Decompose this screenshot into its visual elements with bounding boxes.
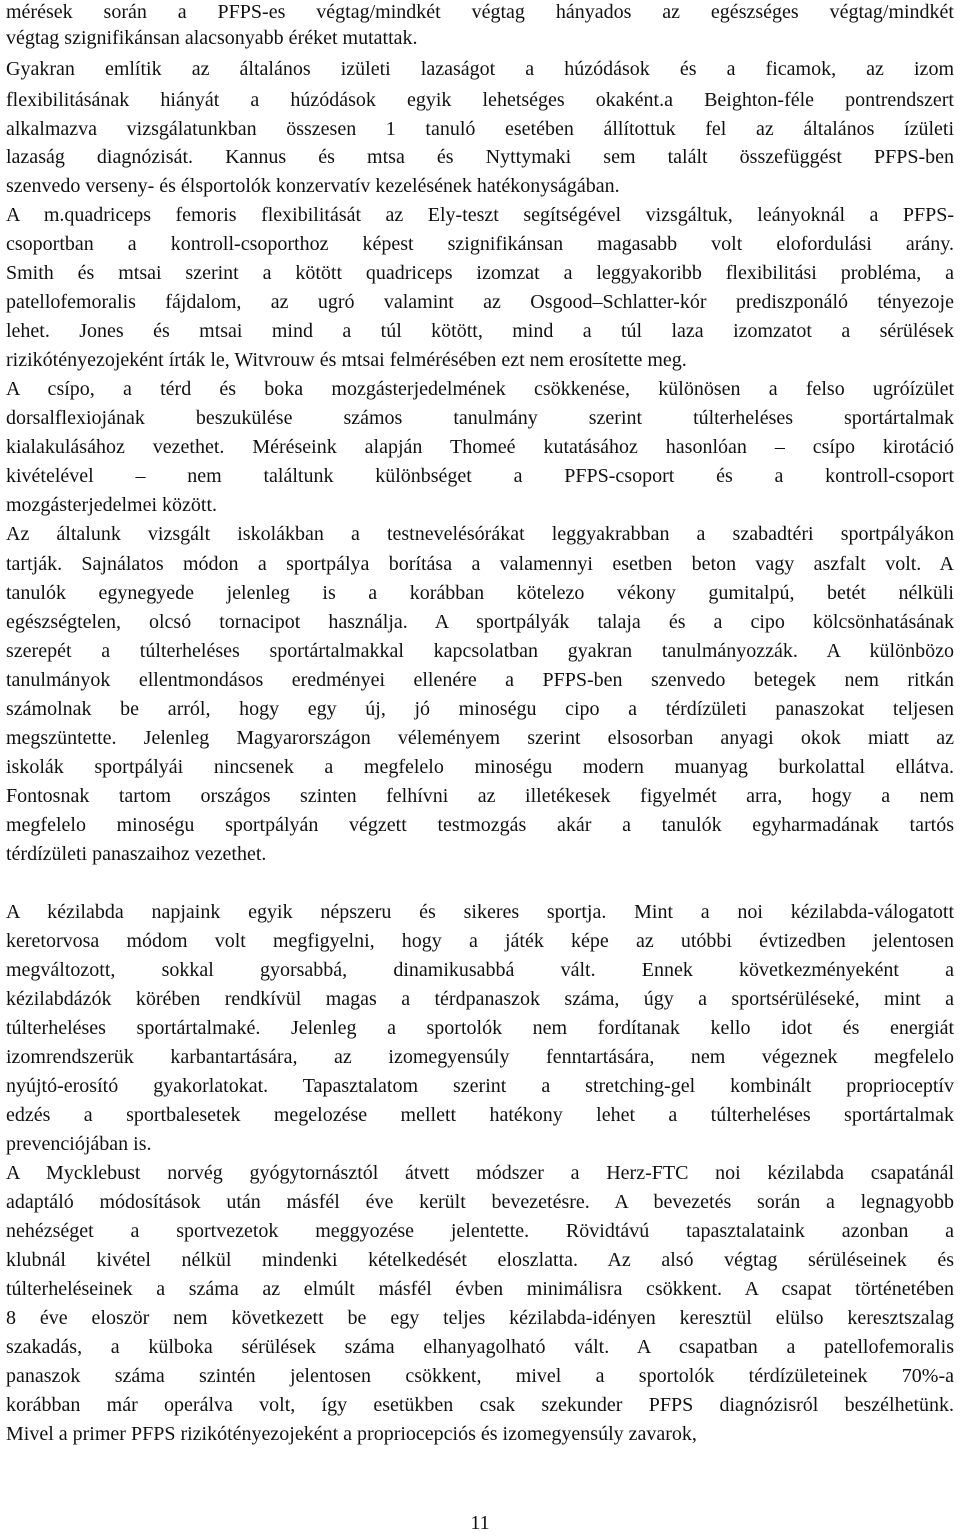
text-line: iskolák sportpályái nincsenek a megfelelo minoségu modern muanyag burkolattal ellátva.	[6, 756, 954, 778]
text-line: prevenciójában is.	[6, 1133, 152, 1155]
text-line: szakadás, a külboka sérülések száma elhanyagolható vált. A csapatban a patellofemoralis	[6, 1336, 954, 1358]
text-line: A m.quadriceps femoris flexibilitását az Ely-teszt segítségével vizsgáltuk, leányoknál a PFPS-	[6, 204, 954, 226]
text-line: Fontosnak tartom országos szinten felhívni az illetékesek figyelmét arra, hogy a nem	[6, 785, 954, 807]
text-line: nyújtó-erosító gyakorlatokat. Tapasztalatom szerint a stretching-gel kombinált proprioceptív	[6, 1075, 954, 1097]
text-line: alkalmazva vizsgálatunkban összesen 1 tanuló esetében állítottuk fel az általános ízületi	[6, 118, 954, 140]
text-line: flexibilitásának hiányát a húzódások egyik lehetséges okaként.a Beighton-féle pontrendszert	[6, 89, 954, 111]
text-line: A kézilabda napjaink egyik népszeru és sikeres sportja. Mint a noi kézilabda-válogatott	[6, 901, 954, 923]
text-line: végtag szignifikánsan alacsonyabb éréket mutattak.	[6, 27, 418, 49]
text-line: kialakulásához vezethet. Méréseink alapján Thomeé kutatásához hasonlóan – csípo kirotáció	[6, 436, 954, 458]
text-line: szenvedo verseny- és élsportolók konzervatív kezelésének hatékonyságában.	[6, 175, 620, 197]
text-line: kézilabdázók körében rendkívül magas a térdpanaszok száma, úgy a sportsérüléseké, mint a	[6, 988, 954, 1010]
text-line: megváltozott, sokkal gyorsabbá, dinamikusabbá vált. Ennek következményeként a	[6, 959, 954, 981]
text-line: adaptáló módosítások után másfél éve került bevezetésre. A bevezetés során a legnagyobb	[6, 1191, 954, 1213]
text-line: nehézséget a sportvezetok meggyozése jelentette. Rövidtávú tapasztalataink azonban a	[6, 1220, 954, 1242]
page-number: 11	[470, 1512, 490, 1534]
text-line: túlterheléseinek a száma az elmúlt másfél évben minimálisra csökkent. A csapat történetében	[6, 1278, 954, 1300]
text-line: Smith és mtsai szerint a kötött quadriceps izomzat a leggyakoribb flexibilitási probléma, a	[6, 262, 954, 284]
text-line: Gyakran említik az általános izületi lazaságot a húzódások és a ficamok, az izom	[6, 58, 954, 80]
text-line: számolnak be arról, hogy egy új, jó minoségu cipo a térdízületi panaszokat teljesen	[6, 698, 954, 720]
text-line: mozgásterjedelmei között.	[6, 494, 218, 516]
text-line: Mivel a primer PFPS rizikótényezojeként a propriocepciós és izomegyensúly zavarok,	[6, 1423, 697, 1445]
text-line: panaszok száma szintén jelentosen csökkent, mivel a sportolók térdízületeinek 70%-a	[6, 1365, 954, 1387]
text-line: csoportban a kontroll-csoporthoz képest szignifikánsan magasabb volt elofordulási arány.	[6, 233, 954, 255]
text-line: korábban már operálva volt, így esetükben csak szekunder PFPS diagnózisról beszélhetünk.	[6, 1394, 954, 1416]
text-line: térdízületi panaszaihoz vezethet.	[6, 843, 267, 865]
text-line: lehet. Jones és mtsai mind a túl kötött, mind a túl laza izomzatot a sérülések	[6, 320, 954, 342]
text-line: A Mycklebust norvég gyógytornásztól átvett módszer a Herz-FTC noi kézilabda csapatánál	[6, 1162, 954, 1184]
text-line: 8 éve eloször nem következett be egy teljes kézilabda-idényen keresztül elülso keresztszalag	[6, 1307, 954, 1329]
text-line: keretorvosa módom volt megfigyelni, hogy a játék képe az utóbbi évtizedben jelentosen	[6, 930, 954, 952]
text-line: Az általunk vizsgált iskolákban a testnevelésórákat leggyakrabban a szabadtéri sportpályákon	[6, 523, 954, 545]
text-line: lazaság diagnózisát. Kannus és mtsa és Nyttymaki sem talált összefüggést PFPS-ben	[6, 146, 954, 168]
text-line: szerepét a túlterheléses sportártalmakkal kapcsolatban gyakran tanulmányozzák. A különbözo	[6, 640, 954, 662]
text-line: tanulmányok ellentmondásos eredményei ellenére a PFPS-ben szenvedo betegek nem ritkán	[6, 669, 954, 691]
text-line: patellofemoralis fájdalom, az ugró valamint az Osgood–Schlatter-kór prediszponáló tényezoje	[6, 291, 954, 313]
text-line: egészségtelen, olcsó tornacipot használja. A sportpályák talaja és a cipo kölcsönhatásának	[6, 611, 954, 633]
text-line: klubnál kivétel nélkül mindenki kételkedését eloszlatta. Az alsó végtag sérüléseinek és	[6, 1249, 954, 1271]
text-line: edzés a sportbalesetek megelozése mellett hatékony lehet a túlterheléses sportártalmak	[6, 1104, 954, 1126]
text-line: tartják. Sajnálatos módon a sportpálya borítása a valamennyi esetben beton vagy aszfalt volt. A	[6, 553, 954, 575]
text-line: megfelelo minoségu sportpályán végzett testmozgás akár a tanulók egyharmadának tartós	[6, 814, 954, 836]
text-line: kivételével – nem találtunk különbséget a PFPS-csoport és a kontroll-csoport	[6, 465, 954, 487]
text-line: mérések során a PFPS-es végtag/mindkét végtag hányados az egészséges végtag/mindkét	[6, 1, 954, 23]
text-line: tanulók egynegyede jelenleg is a korábban kötelezo vékony gumitalpú, betét nélküli	[6, 582, 954, 604]
text-line: izomrendszerük karbantartására, az izomegyensúly fenntartására, nem végeznek megfelelo	[6, 1046, 954, 1068]
text-line: A csípo, a térd és boka mozgásterjedelmének csökkenése, különösen a felso ugróízület	[6, 378, 954, 400]
text-line: dorsalflexiojának beszukülése számos tanulmány szerint túlterheléses sportártalmak	[6, 407, 954, 429]
text-line: megszüntette. Jelenleg Magyarországon véleményem szerint elsosorban anyagi okok miatt az	[6, 727, 954, 749]
text-line: rizikótényezojeként írták le, Witvrouw és mtsai felmérésében ezt nem erosítette meg.	[6, 349, 687, 371]
text-line: túlterheléses sportártalmaké. Jelenleg a sportolók nem fordítanak kello idot és energiát	[6, 1017, 954, 1039]
